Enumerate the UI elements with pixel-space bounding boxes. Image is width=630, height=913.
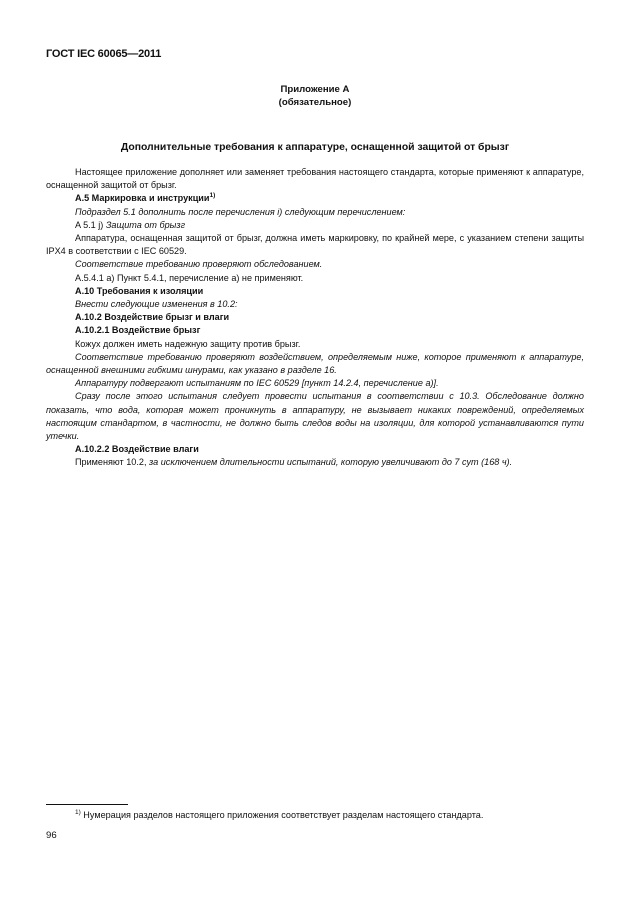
paragraph: Кожух должен иметь надежную защиту против брызг. [75, 338, 301, 349]
subsection-heading: А.5 Маркировка и инструкции$^{1)}$ [75, 192, 216, 204]
footnote-mark: 1) [75, 808, 81, 816]
footnote-separator [46, 804, 128, 805]
section-heading: Дополнительные требования к аппаратуре, оснащенной защитой от брызг [120, 142, 510, 153]
annex-title: Приложение А [280, 84, 350, 95]
paragraph: Соответствие требованию проверяют воздействием, определяемым ниже, которое применяют к аппаратуре, оснащенной внешними гибкими шнурами, как указано в разделе 16. [46, 351, 584, 376]
paragraph: Аппаратура, оснащенная защитой от брызг, должна иметь маркировку, по крайней мере, с указанием степени защиты IPX4 в соответствии с IEC 60529. [46, 233, 584, 257]
subsection-heading: А.10.2.1 Воздействие брызг [75, 325, 201, 336]
paragraph: Соответствие требованию проверяют обследованием. [75, 259, 323, 270]
subsection-heading: А.10.2.2 Воздействие влаги [75, 444, 199, 455]
paragraph: Применяют 10.2, за исключением длительности испытаний, которую увеличивают до 7 сут (168 ч). [75, 457, 513, 468]
footnote: $^{1)}$ Нумерация разделов настоящего приложения соответствует разделам настоящего стандарта. [75, 808, 484, 820]
running-header: ГОСТ IEC 60065—2011 [46, 48, 162, 60]
footnote-ref: 1) [209, 192, 216, 200]
paragraph: A 5.1 j) Защита от брызг [75, 219, 186, 230]
paragraph: А.5.4.1 а) Пункт 5.4.1, перечисление а) не применяют. [75, 272, 304, 283]
paragraph: Подраздел 5.1 дополнить после перечисления i) следующим перечислением: [75, 206, 406, 217]
paragraph: Аппаратуру подвергают испытаниям по IEC 60529 [пункт 14.2.4, перечисление а)]. [75, 378, 439, 389]
body-text [46, 166, 584, 470]
paragraph: Внести следующие изменения в 10.2: [75, 299, 238, 310]
annex-status: (обязательное) [278, 97, 352, 108]
page-number: 96 [46, 830, 57, 841]
subsection-heading: А.10 Требования к изоляции [75, 285, 204, 296]
paragraph: Сразу после этого испытания следует провести испытания в соответствии с 10.3. Обследование должно показать, что вода, которая может проникнуть в аппаратуру, не вызывает никаких повреждений, определяемых настоящим стандартом, в частности, не должно быть следов воды на изоляции, для которой устанавливаются пути утечки. [46, 391, 584, 442]
subsection-heading: А.10.2 Воздействие брызг и влаги [75, 312, 230, 323]
paragraph: Настоящее приложение дополняет или заменяет требования настоящего стандарта, которые применяют к аппаратуре, оснащенной защитой от брызг. [46, 167, 584, 191]
